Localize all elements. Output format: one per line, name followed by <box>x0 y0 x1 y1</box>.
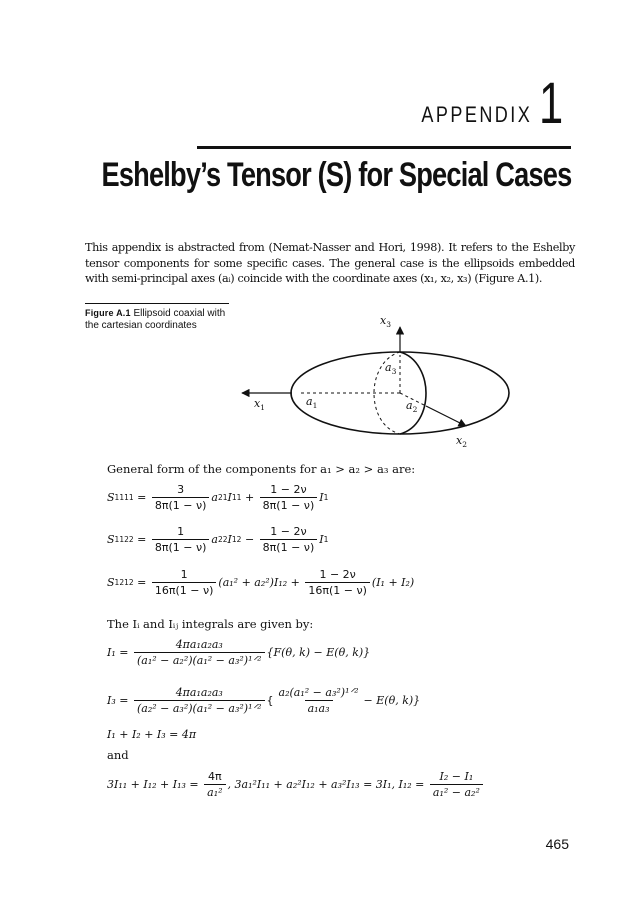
figure-caption-text: Ellipsoid coaxial with the cartesian coordinates <box>85 308 226 331</box>
equation-final: 3I₁₁ + I₁₂ + I₁₃ = $\frac{4\pi}{\text{a₁²}}$ , 3a₁²I₁₁ + a₂²I₁₂ + a₃²I₁₃ = 3I₁, I₁₂ = $\frac{\text{I₂ − I₁}}{\text{a₁² − a₂²}}$ <box>107 770 485 799</box>
label-x1: $x_1$ <box>254 397 265 412</box>
equation-i3: I₃ = $\frac{\text{4πa₁a₂a₃}}{\text{(a₂² − a₃²)(a₁² − a₃²)¹ᐟ²}}$ { $\frac{\text{a₂(a₁² − a₃²)¹ᐟ²}}{\text{a₁a₃}}$ − E(θ, k)} <box>107 686 421 715</box>
equation-i1: I₁ = $\frac{\text{4πa₁a₂a₃}}{\text{(a₁² − a₂²)(a₁² − a₃²)¹ᐟ²}}$ {F(θ, k) − E(θ, k)} <box>107 638 371 667</box>
appendix-word: APPENDIX <box>421 102 533 128</box>
label-a3: $a_3$ <box>385 361 397 376</box>
figure-caption <box>85 307 235 332</box>
appendix-number: 1 <box>538 71 563 136</box>
title-rule <box>197 146 571 149</box>
appendix-heading <box>397 71 571 136</box>
general-form-text: General form of the components for a₁ > a₂ > a₃ are: <box>107 462 416 476</box>
ellipsoid-diagram <box>230 305 530 455</box>
equation-i-sum: I₁ + I₂ + I₃ = 4π <box>107 728 197 741</box>
integrals-intro-text: The Iᵢ and Iᵢⱼ integrals are given by: <box>107 617 314 631</box>
label-x3: $x_3$ <box>380 314 391 329</box>
and-text: and <box>107 748 129 762</box>
axis-x2 <box>426 406 466 426</box>
label-x2: $x_2$ <box>456 434 467 449</box>
label-a2: $a_2$ <box>406 399 418 414</box>
label-a1: $a_1$ <box>306 395 318 410</box>
intro-paragraph: This appendix is abstracted from (Nemat-Nasser and Hori, 1998). It refers to the Eshelby tensor components for some specific cases. The general case is the ellipsoids embedded with semi-principal axes (aᵢ) coincide with the coordinate axes (x₁, x₂, x₃) (Figure A.1). <box>85 241 575 286</box>
chapter-title: Eshelby’s Tensor (S) for Special Cases <box>101 156 571 194</box>
figure-rule <box>85 303 229 304</box>
equation-s1111: S 1111 = $\frac{3}{8\pi(1 - \nu)}$ a 2 1 I 11 + $\frac{1 - 2\nu}{8\pi(1 - \nu)}$ I 1 <box>107 483 329 512</box>
equation-s1212: S 1212 = $\frac{1}{16\pi(1 - \nu)}$ (a₁² + a₂²)I₁₂ + $\frac{1 - 2\nu}{16\pi(1 - \nu)}$ (I₁ + I₂) <box>107 568 415 597</box>
figure-label: Figure A.1 <box>85 308 131 318</box>
ellipsoid-cross-section-front <box>400 352 426 434</box>
page-number: 465 <box>545 836 569 852</box>
equation-s1122: S 1122 = $\frac{1}{8\pi(1 - \nu)}$ a 2 2 I 12 − $\frac{1 - 2\nu}{8\pi(1 - \nu)}$ I 1 <box>107 525 329 554</box>
